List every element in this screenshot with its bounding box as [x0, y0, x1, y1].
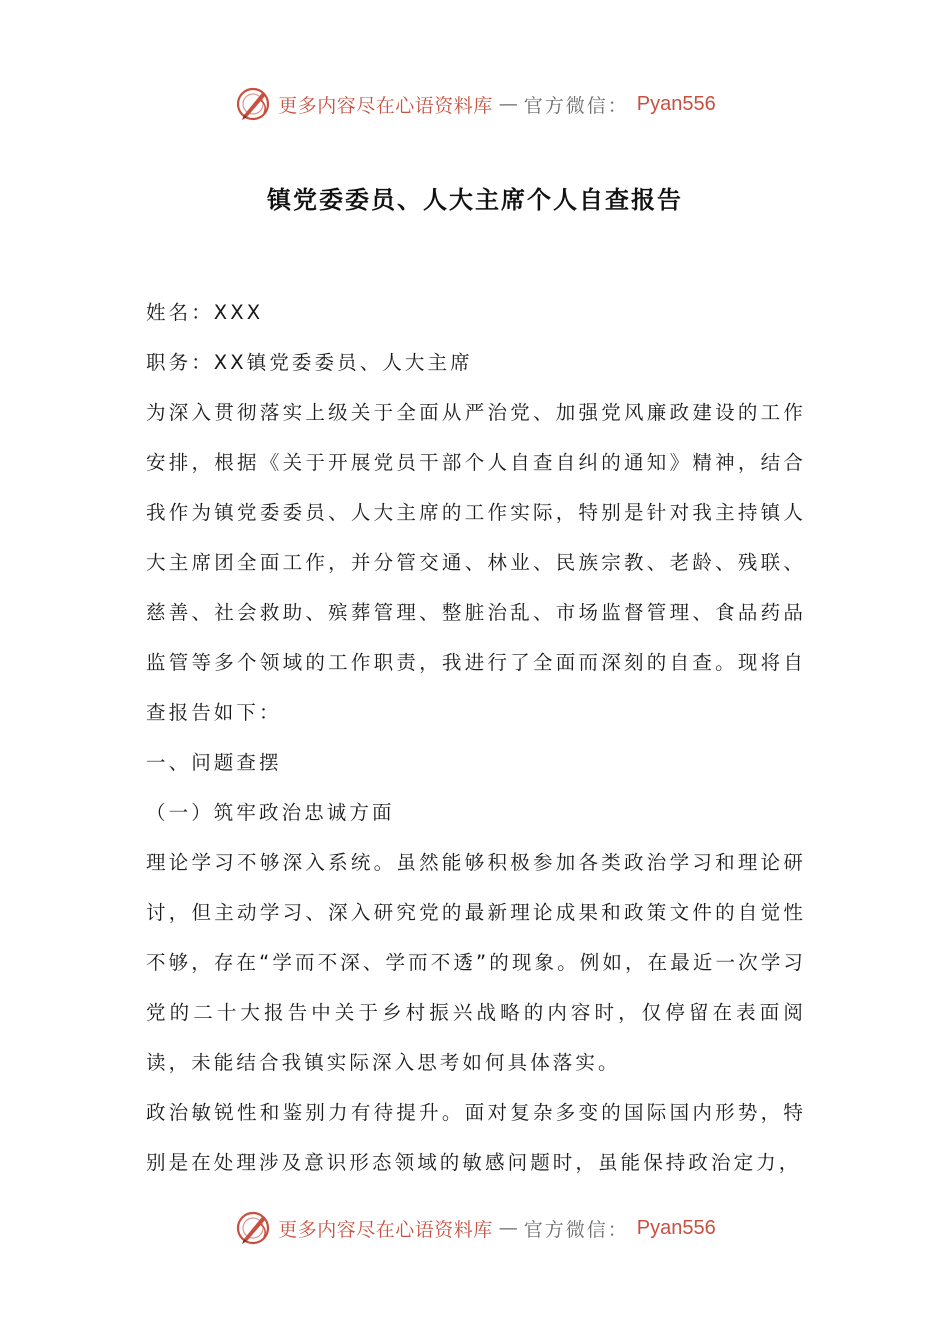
document-title: 镇党委委员、人大主席个人自查报告	[267, 186, 683, 214]
watermark-wechat-label: 官方微信：	[523, 1218, 629, 1241]
watermark-wechat-label: 官方微信：	[523, 94, 629, 117]
position-line: 职务：XX镇党委委员、人大主席	[146, 351, 473, 374]
watermark-banner-bottom	[0, 1206, 950, 1250]
pen-circle-logo-icon	[234, 85, 272, 123]
intro-paragraph: 为深入贯彻落实上级关于全面从严治党、加强党风廉政建设的工作安排，根据《关于开展党员干部个人自查自纠的通知》精神，结合我作为镇党委委员、人大主席的工作实际，特别是针对我主持镇人大主席团全面工作，并分管交通、林业、民族宗教、老龄、残联、慈善、社会救助、殡葬管理、整脏治乱、市场监督管理、食品药品监管等多个领域的工作职责，我进行了全面而深刻的自查。现将自查报告如下：	[146, 401, 806, 724]
watermark-wechat-id: Pyan556	[636, 1216, 716, 1239]
subsection-heading: （一）筑牢政治忠诚方面	[146, 801, 395, 824]
pen-circle-logo-icon	[234, 1209, 272, 1247]
section-heading: 一、问题查摆	[146, 751, 282, 774]
document-body	[146, 288, 806, 1188]
watermark-separator: —	[498, 93, 518, 115]
watermark-separator: —	[498, 1217, 518, 1239]
name-line: 姓名：XXX	[146, 301, 264, 324]
watermark-site-text: 更多内容尽在心语资料库	[278, 1218, 493, 1241]
watermark-wechat-id: Pyan556	[636, 92, 716, 115]
watermark-banner-top	[0, 82, 950, 126]
body-paragraph: 政治敏锐性和鉴别力有待提升。面对复杂多变的国际国内形势，特别是在处理涉及意识形态领域的敏感问题时，虽能保持政治定力，	[146, 1101, 806, 1174]
body-paragraph: 理论学习不够深入系统。虽然能够积极参加各类政治学习和理论研讨，但主动学习、深入研究党的最新理论成果和政策文件的自觉性不够，存在“学而不深、学而不透”的现象。例如，在最近一次学习党的二十大报告中关于乡村振兴战略的内容时，仅停留在表面阅读，未能结合我镇实际深入思考如何具体落实。	[146, 851, 806, 1074]
watermark-site-text: 更多内容尽在心语资料库	[278, 94, 493, 117]
